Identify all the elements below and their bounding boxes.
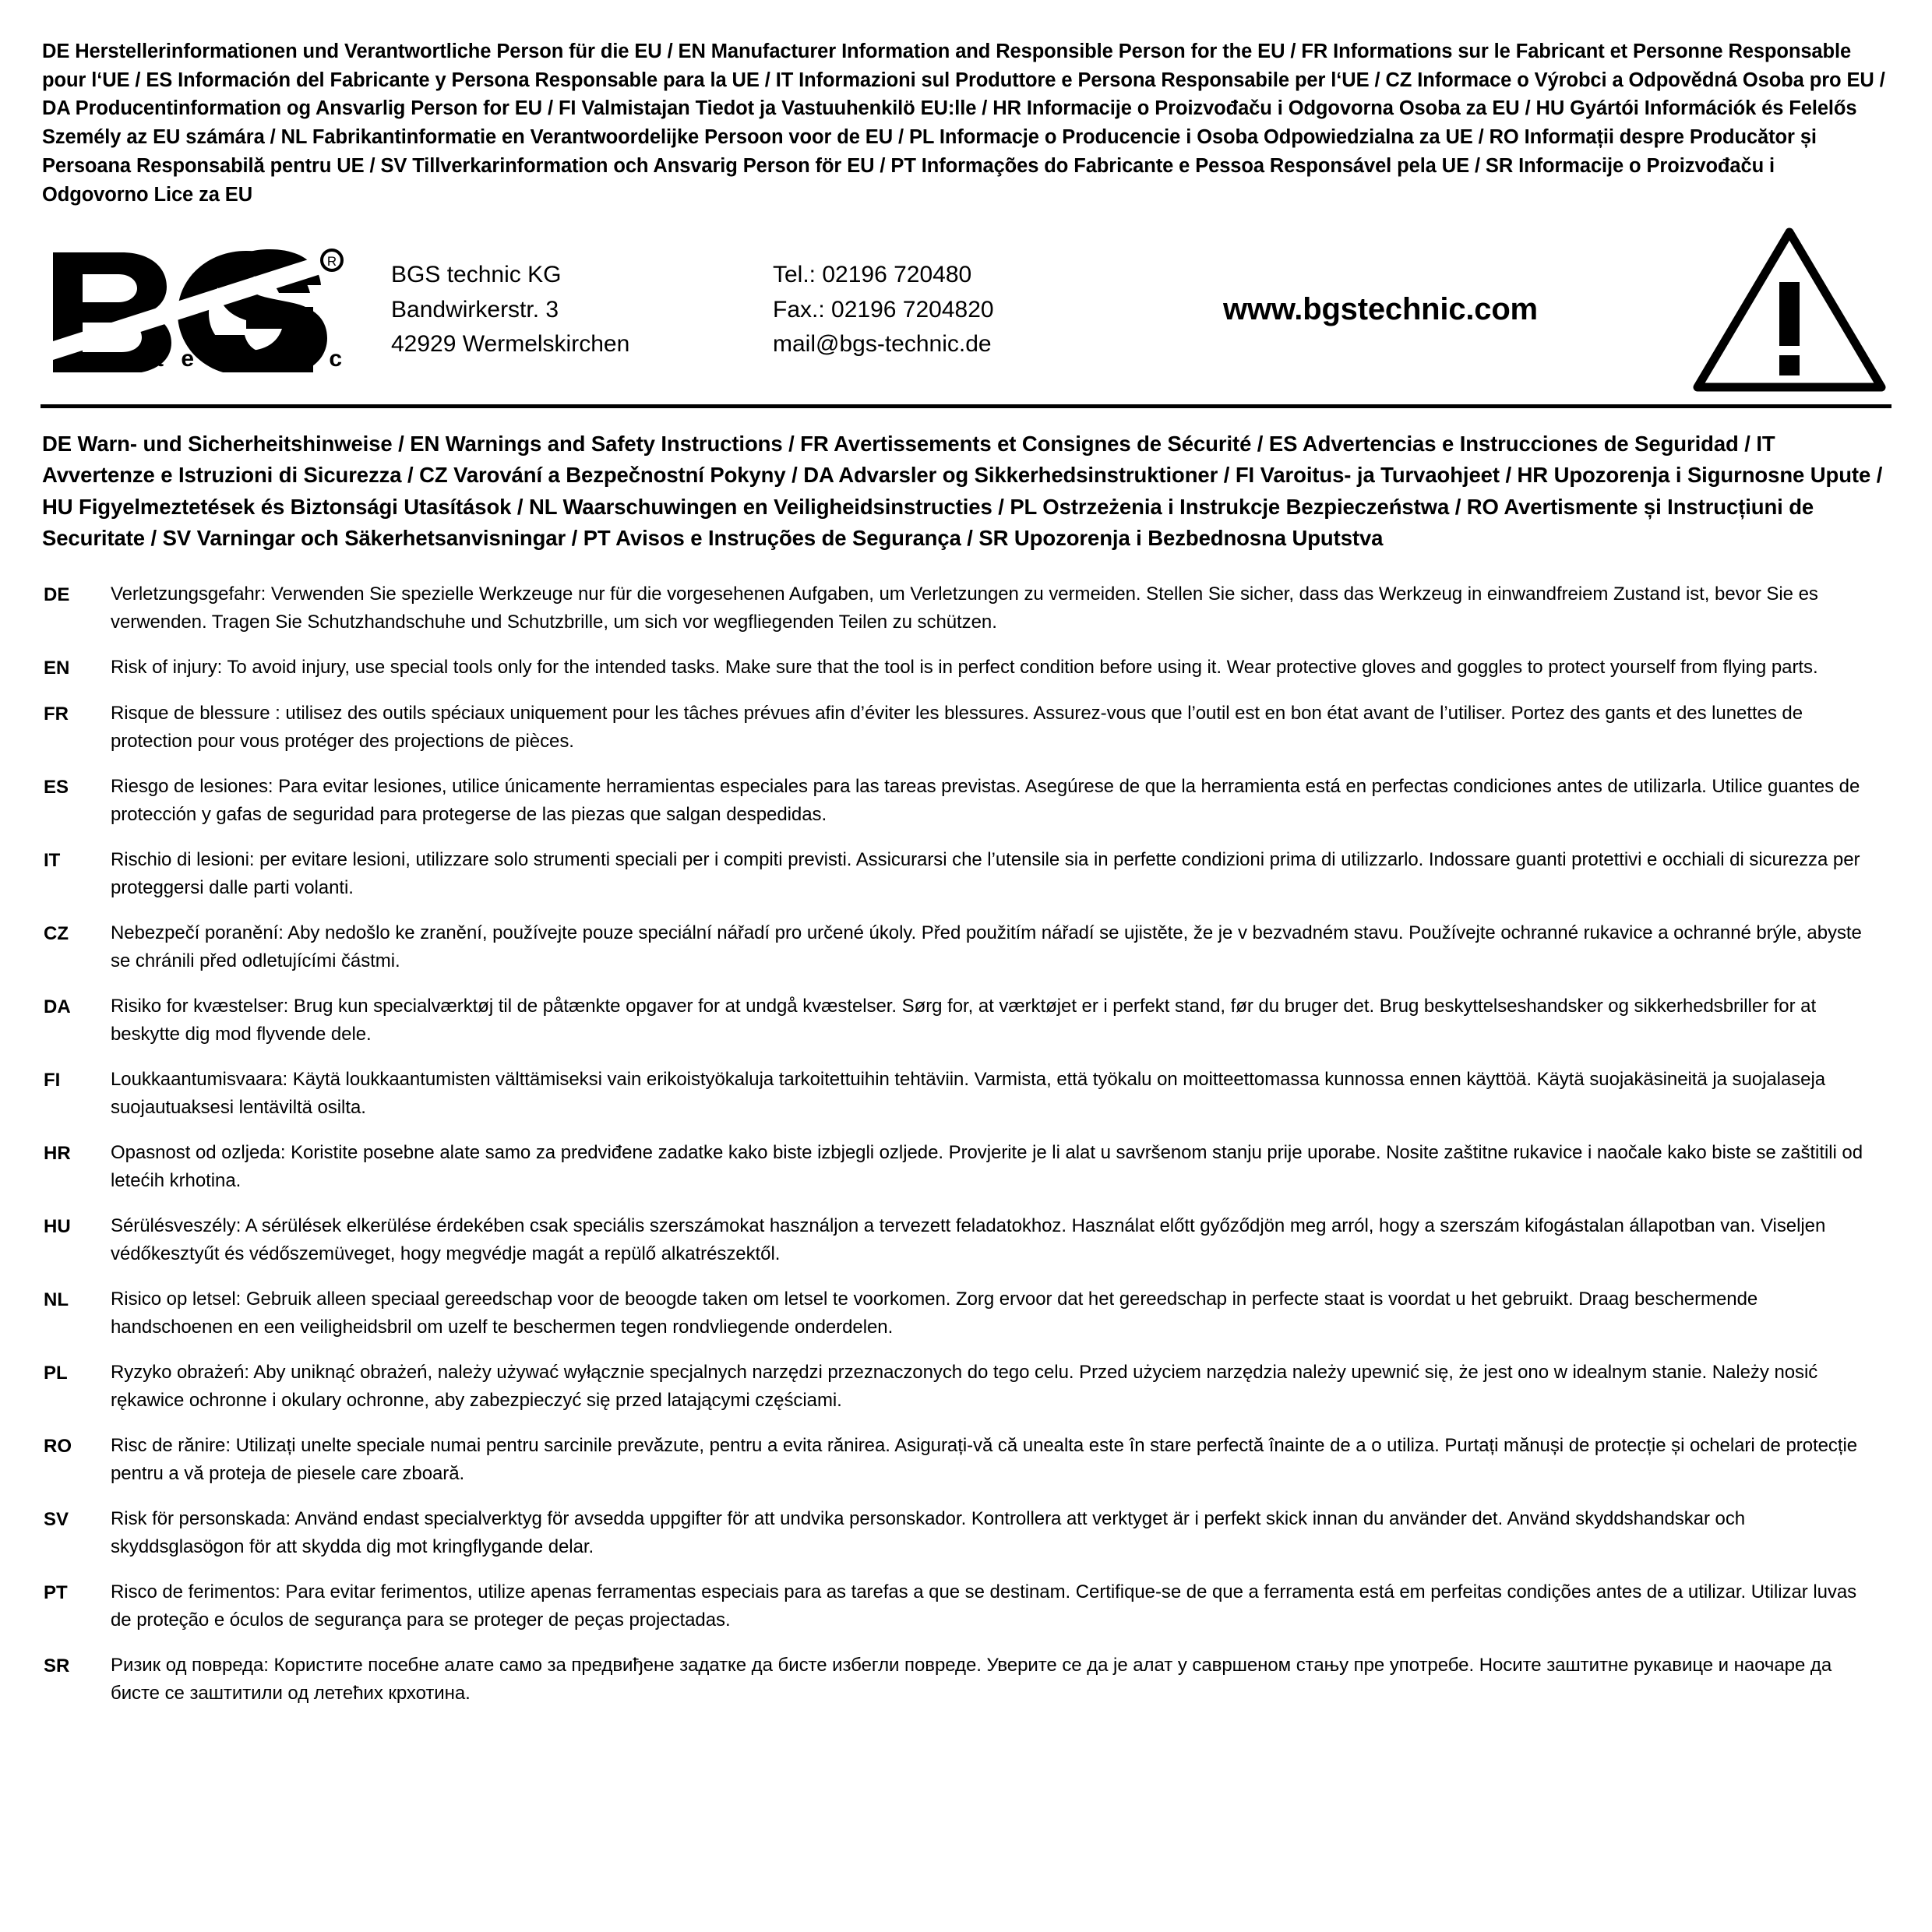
warning-language-code: SV [44,1508,69,1530]
warning-language-code: PL [44,1362,68,1384]
company-street: Bandwirkerstr. 3 [391,296,559,323]
svg-text:t e c h n i c: t e c h n i c [156,345,348,372]
warning-text: Risk för personskada: Använd endast specialverktyg för avsedda uppgifter för att undvika personskador. Kontrollera att verktyget är i perfekt skick innan du använder det. Använd skyddshandskar och skyddsglasögon för att skydda dig mot kringflygande delar. [111,1507,1746,1557]
bgs-logo-graphic [47,248,366,372]
warning-text: Sérülésveszély: A sérülések elkerülése érdekében csak speciális szerszámokat használjon a tervezett feladatokhoz. Használat előtt győződjön meg arról, hogy a szerszám kifogástalan állapotban van. Viseljen védőkesztyűt és védőszemüveget, hogy megvédje magát a repülő alkatrészektől. [111,1215,1826,1264]
warning-row-hr [44,1139,1881,1195]
warning-language-code: HR [44,1142,71,1164]
warning-language-code: IT [44,849,61,871]
company-email[interactable]: mail@bgs-technic.de [773,331,992,357]
warning-row-cz [44,919,1881,975]
warning-text: Opasnost od ozljeda: Koristite posebne alate samo za predviđene zadatke kako biste izbjegli ozljede. Provjerite je li alat u savršenom stanju prije uporabe. Nosite zaštitne rukavice i naočale kako biste se zaštitili od letećih krhotina. [111,1141,1863,1191]
warning-language-code: NL [44,1289,69,1310]
warning-text: Risico op letsel: Gebruik alleen speciaal gereedschap voor de beoogde taken om letsel te voorkomen. Zorg ervoor dat het gereedschap in perfecte staat is voordat u het gebruikt. Draag beschermende handschoenen en een veiligheidsbril om uzelf te beschermen tegen rondvliegende onderdelen. [111,1288,1758,1338]
warning-row-en [44,654,1881,682]
warning-language-code: ES [44,776,69,798]
warnings-list [41,580,1891,1708]
warning-triangle-graphic [1692,226,1887,393]
warning-triangle-icon [1661,226,1891,393]
warning-row-da [44,992,1881,1049]
warning-language-code: DE [44,583,70,605]
warning-language-code: PT [44,1581,68,1603]
svg-text:R: R [326,253,337,269]
warning-row-pt [44,1578,1881,1634]
warning-row-hu [44,1212,1881,1268]
warning-text: Nebezpečí poranění: Aby nedošlo ke zranění, používejte pouze speciální nářadí pro určené úkoly. Před použitím nářadí se ujistěte, že je v bezvadném stavu. Používejte ochranné rukavice a ochranné brýle, abyste se chránili před odletujícími částmi. [111,922,1862,971]
warning-text: Verletzungsgefahr: Verwenden Sie spezielle Werkzeuge nur für die vorgesehenen Aufgaben, um Verletzungen zu vermeiden. Stellen Sie sicher, dass das Werkzeug in einwandfreiem Zustand ist, bevor Sie es verwenden. Tragen Sie Schutzhandschuhe und Schutzbrille, um sich vor wegfliegenden Teilen zu schützen. [111,583,1818,633]
company-fax: Fax.: 02196 7204820 [773,296,994,323]
company-telephone: Tel.: 02196 720480 [773,262,972,288]
warning-text: Risk of injury: To avoid injury, use special tools only for the intended tasks. Make sure that the tool is in perfect condition before using it. Wear protective gloves and goggles to protect yourself from flying parts. [111,656,1818,678]
warning-language-code: SR [44,1655,70,1676]
warning-language-code: EN [44,657,70,679]
company-city: 42929 Wermelskirchen [391,331,630,357]
company-contact [773,258,1116,361]
warning-text: Riesgo de lesiones: Para evitar lesiones, utilice únicamente herramientas especiales para las tareas previstas. Asegúrese de que la herramienta está en perfectas condiciones antes de utilizarla. Utilice guantes de protección y gafas de seguridad para protegerse de las piezas que salgan despedidas. [111,775,1860,825]
warning-row-sr [44,1652,1881,1708]
warning-language-code: RO [44,1435,72,1457]
warning-text: Risiko for kvæstelser: Brug kun specialværktøj til de påtænkte opgaver for at undgå kvæstelser. Sørg for, at værktøjet er i perfekt stand, før du bruger det. Brug beskyttelseshandsker og sikkerhedsbriller for at beskytte dig mod flyvende dele. [111,995,1817,1045]
warning-text: Loukkaantumisvaara: Käytä loukkaantumisten välttämiseksi vain erikoistyökaluja tarkoitettuihin tehtäviin. Varmista, että työkalu on moitteettomassa kunnossa ennen käyttöä. Käytä suojakäsineitä ja suojalaseja suojautuaksesi lentäviltä osilta. [111,1068,1826,1118]
warning-row-ro [44,1432,1881,1488]
warning-row-fi [44,1066,1881,1122]
safety-section-heading: DE Warn- und Sicherheitshinweise / EN Warnings and Safety Instructions / FR Avertissements et Consignes de Sécurité / ES Advertencias e Instrucciones de Seguridad / IT Avvertenze e Istruzioni di Sicurezza / CZ Varování a Bezpečnostní Pokyny / DA Advarsler og Sikkerhedsinstruktioner / FI Varoitus- ja Turvaohjeet / HR Upozorenja i Sigurnosne Upute / HU Figyelmeztetések és Biztonsági Utasítások / NL Waarschuwingen en Veiligheidsinstructies / PL Ostrzeżenia i Instrukcje Bezpieczeństwa / RO Avertismente și Instrucțiuni de Securitate / SV Varningar och Säkerhetsanvisningar / PT Avisos e Instruções de Segurança / SR Upozorenja i Bezbednosna Uputstva [42,432,1883,550]
manufacturer-info-languages-heading: DE Herstellerinformationen und Verantwortliche Person für die EU / EN Manufacturer Information and Responsible Person for the EU / FR Informations sur le Fabricant et Personne Responsable pour l‘UE / ES Información del Fabricante y Persona Responsable para la UE / IT Informazioni sul Produttore e Persona Responsabile per l‘UE / CZ Informace o Výrobci a Odpovědná Osoba pro EU / DA Producentinformation og Ansvarlig Person for EU / FI Valmistajan Tiedot ja Vastuuhenkilö EU:lle / HR Informacije o Proizvođaču i Odgovorna Osoba za EU / HU Gyártói Információk és Felelős Személy az EU számára / NL Fabrikantinformatie en Verantwoordelijke Persoon voor de EU / PL Informacje o Producencie i Osoba Odpowiedzialna za UE / RO Informații despre Producător și Persoana Responsabilă pentru UE / SV Tillverkarinformation och Ansvarig Person för EU / PT Informações do Fabricante e Pessoa Responsável pela UE / SR Informacije o Proizvođaču i Odgovorno Lice za EU [42,41,1885,206]
company-name: BGS technic KG [391,262,562,288]
warning-row-it [44,846,1881,902]
warning-text: Ризик од повреда: Користите посебне алате само за предвиђене задатке да бисте избегли повреде. Уверите се да је алат у савршеном стању пре употребе. Носите заштитне рукавице и наочаре да бисте се заштитили од летећих крхотина. [111,1654,1832,1704]
company-website[interactable]: www.bgstechnic.com [1223,292,1538,327]
bgs-logo [41,248,382,372]
warning-text: Risco de ferimentos: Para evitar ferimentos, utilize apenas ferramentas especiais para as tarefas a que se destinam. Certifique-se de que a ferramenta está em perfeitas condições antes de a utilizar. Utilizar luvas de proteção e óculos de segurança para se proteger de peças projectadas. [111,1581,1857,1631]
warning-language-code: DA [44,996,71,1017]
warning-text: Risque de blessure : utilisez des outils spéciaux uniquement pour les tâches prévues afin d’éviter les blessures. Assurez-vous que l’outil est en bon état avant de l’utiliser. Portez des gants et des lunettes de protection pour vous protéger des projections de pièces. [111,702,1803,752]
warning-text: Risc de rănire: Utilizați unelte speciale numai pentru sarcinile prevăzute, pentru a evita rănirea. Asigurați-vă că unealta este în stare perfectă înainte de a o utiliza. Purtați mănuși de protecție și ochelari de protecție pentru a vă proteja de piesele care zboară. [111,1434,1858,1484]
warning-row-es [44,773,1881,829]
warning-row-de [44,580,1881,636]
warning-row-pl [44,1359,1881,1415]
warning-text: Ryzyko obrażeń: Aby uniknąć obrażeń, należy używać wyłącznie specjalnych narzędzi przeznaczonych do tego celu. Przed użyciem narzędzia należy upewnić się, że jest ono w idealnym stanie. Należy nosić rękawice ochronne i okulary ochronne, aby zabezpieczyć się przed latającymi częściami. [111,1361,1818,1411]
warning-row-fr [44,700,1881,756]
warning-language-code: FR [44,703,69,724]
warning-text: Rischio di lesioni: per evitare lesioni, utilizzare solo strumenti speciali per i compiti previsti. Assicurarsi che l’utensile sia in perfette condizioni prima di utilizzarlo. Indossare guanti protettivi e occhiali di sicurezza per proteggersi dalle parti volanti. [111,848,1860,898]
company-info-bar [41,226,1891,408]
warning-language-code: FI [44,1069,61,1091]
warning-row-nl [44,1285,1881,1341]
warning-language-code: CZ [44,922,69,944]
warning-language-code: HU [44,1215,71,1237]
warning-row-sv [44,1505,1881,1561]
company-address [382,258,773,361]
